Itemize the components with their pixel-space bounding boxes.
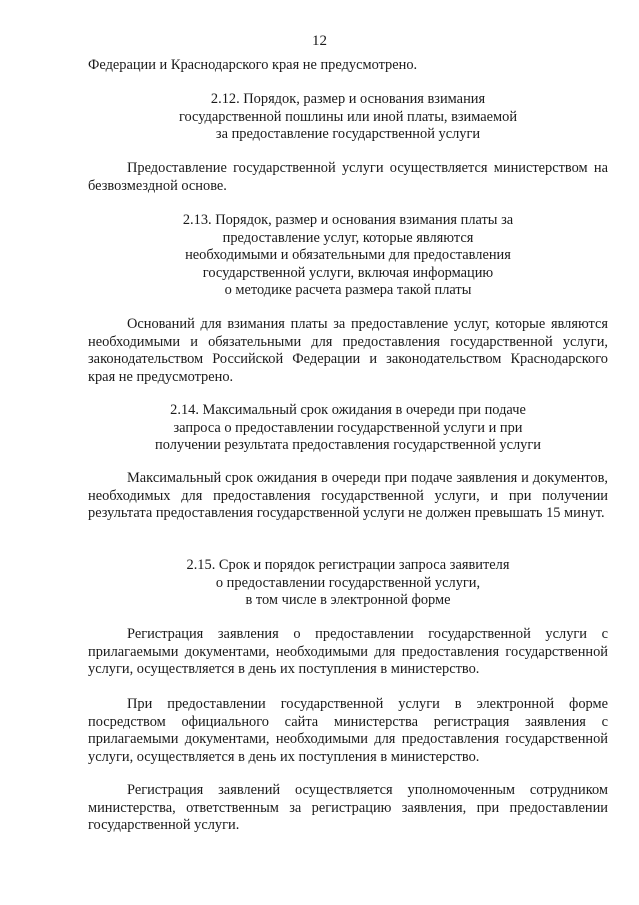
heading-line: предоставление услуг, которые являются [222,229,474,246]
heading-line: в том числе в электронной форме [245,592,451,608]
paragraph-2-14: Максимальный срок ожидания в очереди при подаче заявления и документов, необходимых для предоставления государственной услуги, и при получении результата предоставления государственной услуги не должен превышать 15 минут. [88,470,608,521]
heading-line: запроса о предоставлении государственной услуги и при [173,419,523,436]
paragraph-2-13: Оснований для взимания платы за предоставление услуг, которые являются необходимыми и обязательными для предоставления государственной услуги, законодательством Российской Федерации и законодательством Краснодарского края не предусмотрено. [88,316,608,385]
section-heading-2-14 [88,402,608,455]
heading-line: 2.15. Срок и порядок регистрации запроса заявителя [186,557,510,573]
heading-line: за предоставление государственной услуги [215,126,481,142]
heading-line: 2.13. Порядок, размер и основания взимания платы за [182,212,514,228]
paragraph-2-15-responsible: Регистрация заявлений осуществляется уполномоченным сотрудником министерства, ответственным за регистрацию заявления, при предоставлении государственной услуги. [88,782,608,833]
paragraph-2-15-electronic: При предоставлении государственной услуги в электронной форме посредством официального сайта министерства регистрация заявления с прилагаемыми документами, необходимыми для предоставления государственной услуги, осуществляется в день их поступления в министерство. [88,696,608,765]
heading-line: необходимыми и обязательными для предоставления [185,247,511,263]
paragraph-2-12: Предоставление государственной услуги осуществляется министерством на безвозмездной основе. [88,160,608,194]
section-heading-2-15 [88,557,608,610]
heading-line: о методике расчета размера такой платы [224,282,472,298]
heading-line: 2.14. Максимальный срок ожидания в очереди при подаче [170,402,526,418]
page-number: 12 [312,33,327,49]
paragraph-2-15-registration: Регистрация заявления о предоставлении государственной услуги с прилагаемыми документами, необходимыми для предоставления государственной услуги, осуществляется в день их поступления в министерство. [88,626,608,677]
heading-line: о предоставлении государственной услуги, [215,574,481,591]
section-heading-2-12 [88,91,608,144]
section-heading-2-13 [88,212,608,300]
heading-line: получении результата предоставления государственной услуги [155,437,541,453]
heading-line: 2.12. Порядок, размер и основания взимания [210,91,486,107]
heading-line: государственной пошлины или иной платы, взимаемой [178,108,518,125]
lead-line: Федерации и Краснодарского края не предусмотрено. [88,57,418,73]
heading-line: государственной услуги, включая информацию [202,264,494,281]
